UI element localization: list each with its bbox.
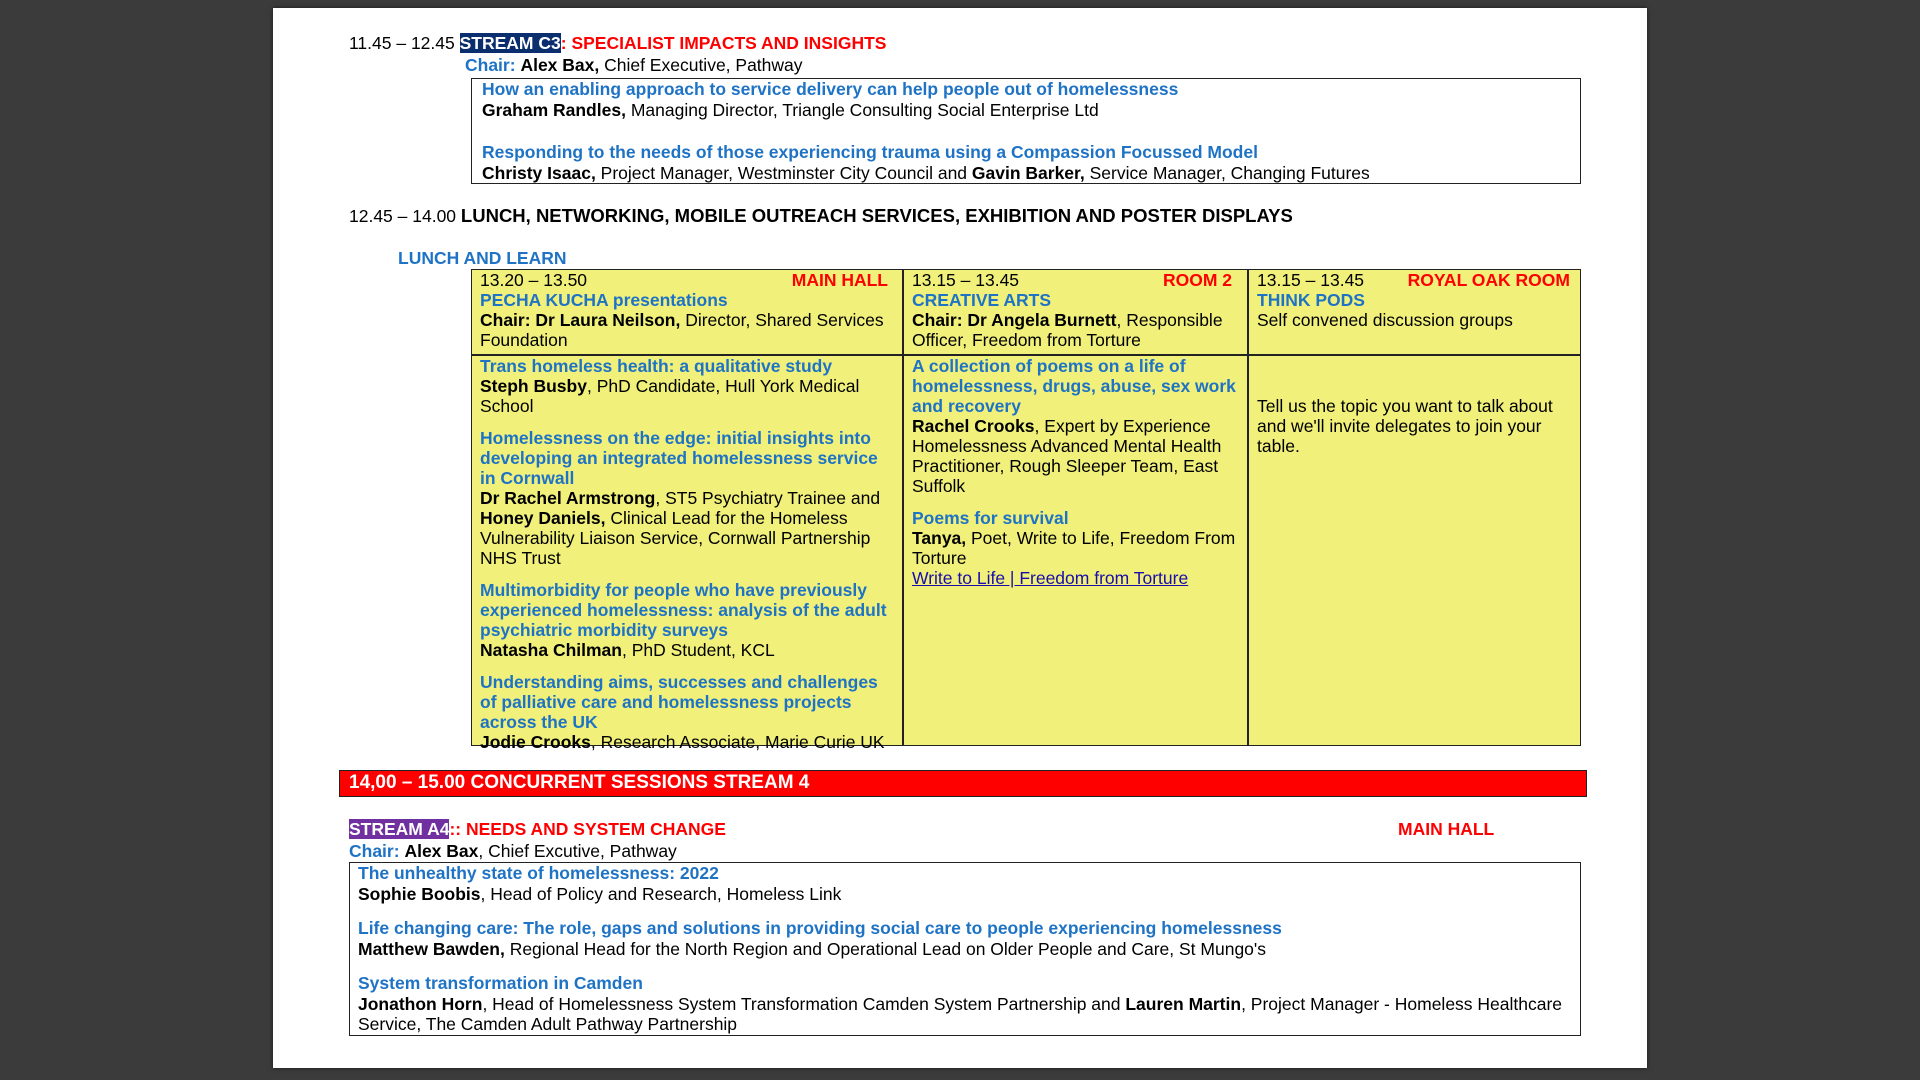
item-title: homelessness, drugs, abuse, sex work	[912, 376, 1236, 396]
body-text: Tell us the topic you want to talk about	[1257, 396, 1553, 416]
item-title: Understanding aims, successes and challenges	[480, 672, 878, 692]
talk-speaker-2: Gavin Barker,	[971, 163, 1085, 183]
talk-title: The unhealthy state of homelessness: 2022	[358, 863, 719, 883]
lunch-heading	[349, 206, 1293, 226]
chair-label: Chair:	[465, 55, 516, 75]
item-role: Poet, Write to Life, Freedom From	[966, 528, 1236, 548]
talk-role: Managing Director, Triangle Consulting Social Enterprise Ltd	[625, 100, 1099, 120]
talk-title: How an enabling approach to service delivery can help people out of homelessness	[482, 79, 1179, 99]
talk-speaker-2: Lauren Martin	[1125, 994, 1242, 1014]
stream-c3-tag: STREAM C3	[459, 33, 561, 53]
talk-role: Project Manager, Westminster City Council and	[595, 163, 972, 183]
talk-speaker-line	[358, 939, 1266, 959]
stream-a4-title: :: NEEDS AND SYSTEM CHANGE	[449, 819, 726, 839]
write-to-life-link[interactable]: Write to Life | Freedom from Torture	[912, 568, 1189, 588]
item-speaker: Natasha Chilman	[480, 640, 622, 660]
session-room: MAIN HALL	[791, 270, 888, 290]
chair-label: Chair:	[349, 841, 400, 861]
stream-c3-time: 11.45 – 12.45	[349, 33, 455, 53]
item-role-cont: Torture	[912, 548, 967, 568]
stream-c3-heading	[349, 33, 886, 53]
item-title: of palliative care and homelessness projects	[480, 692, 852, 712]
column-divider	[902, 270, 904, 745]
chair-name: Chair: Dr Angela Burnett	[912, 310, 1117, 330]
session-name: THINK PODS	[1257, 290, 1365, 310]
col-room2-header	[912, 270, 1242, 350]
talk-speaker: Graham Randles,	[482, 100, 626, 120]
chair-role-cont: Foundation	[480, 330, 568, 350]
item-title: across the UK	[480, 712, 598, 732]
chair-role: , Responsible	[1116, 310, 1223, 330]
chair-name: Chair: Dr Laura Neilson,	[480, 310, 681, 330]
item-title: Multimorbidity for people who have previously	[480, 580, 867, 600]
session-name: CREATIVE ARTS	[912, 290, 1052, 310]
talk-speaker-line	[482, 100, 1099, 120]
session-room: ROYAL OAK ROOM	[1407, 270, 1570, 290]
stream-a4-room: MAIN HALL	[1398, 819, 1495, 839]
item-role: , Research Associate, Marie Curie UK	[590, 732, 885, 752]
item-role-cont: NHS Trust	[480, 548, 561, 568]
item-role-cont: Homelessness Advanced Mental Health	[912, 436, 1222, 456]
talk-speaker: Jonathon Horn	[358, 994, 483, 1014]
stream4-banner: 14,00 – 15.00 CONCURRENT SESSIONS STREAM 4	[339, 770, 1587, 797]
talk-speaker-line	[482, 163, 1370, 183]
item-title: Homelessness on the edge: initial insights into	[480, 428, 871, 448]
body-text: and we'll invite delegates to join your	[1257, 416, 1542, 436]
lunch-sessions-table	[471, 269, 1581, 752]
col-royal-oak-body	[1257, 396, 1579, 456]
item-role: , Expert by Experience	[1034, 416, 1211, 436]
talk-title: System transformation in Camden	[358, 973, 643, 993]
session-desc: Self convened discussion groups	[1257, 310, 1513, 330]
talk-speaker: Sophie Boobis	[358, 884, 481, 904]
lunch-time: 12.45 – 14.00	[349, 206, 457, 226]
item-title: in Cornwall	[480, 468, 575, 488]
item-role-cont: Vulnerability Liaison Service, Cornwall Partnership	[480, 528, 871, 548]
item-role: , PhD Candidate, Hull York Medical	[586, 376, 860, 396]
item-speaker-2: Honey Daniels,	[480, 508, 606, 528]
body-text: table.	[1257, 436, 1300, 456]
lunch-and-learn-label: LUNCH AND LEARN	[398, 248, 567, 268]
item-role-cont: Practitioner, Rough Sleeper Team, East	[912, 456, 1219, 476]
talk-speaker: Matthew Bawden,	[358, 939, 505, 959]
chair-role-cont: Officer, Freedom from Torture	[912, 330, 1141, 350]
lunch-title: LUNCH, NETWORKING, MOBILE OUTREACH SERVICES, EXHIBITION AND POSTER DISPLAYS	[460, 205, 1293, 226]
item-speaker: Rachel Crooks	[912, 416, 1035, 436]
col-room2-body	[912, 356, 1244, 588]
item-title: and recovery	[912, 396, 1021, 416]
col-royal-oak-header	[1257, 270, 1579, 330]
item-speaker: Tanya,	[912, 528, 967, 548]
stream-a4-chair	[349, 841, 677, 861]
item-role-2: Clinical Lead for the Homeless	[605, 508, 848, 528]
talk-title: Responding to the needs of those experiencing trauma using a Compassion Focussed Model	[482, 142, 1258, 162]
item-role: , ST5 Psychiatry Trainee and	[655, 488, 881, 508]
session-time: 13.15 – 13.45	[1257, 270, 1365, 290]
item-title: experienced homelessness: analysis of the adult	[480, 600, 887, 620]
talk-title: Life changing care: The role, gaps and solutions in providing social care to people experiencing homelessness	[358, 918, 1282, 938]
item-speaker: Steph Busby	[480, 376, 587, 396]
col-main-hall-header	[480, 270, 898, 350]
talk-role-2: , Project Manager - Homeless Healthcare	[1241, 994, 1563, 1014]
item-title: Poems for survival	[912, 508, 1069, 528]
talk-role: , Head of Policy and Research, Homeless Link	[480, 884, 842, 904]
col-main-hall-body	[480, 356, 900, 752]
item-title: psychiatric morbidity surveys	[480, 620, 729, 640]
chair-role: , Chief Excutive, Pathway	[478, 841, 677, 861]
stream-a4-heading	[349, 819, 726, 839]
item-title: Trans homeless health: a qualitative study	[480, 356, 833, 376]
talk-speaker-line	[358, 994, 1562, 1014]
stream-c3-title: : SPECIALIST IMPACTS AND INSIGHTS	[560, 33, 887, 53]
item-role: , PhD Student, KCL	[621, 640, 775, 660]
item-speaker: Jodie Crooks	[480, 732, 591, 752]
session-time: 13.15 – 13.45	[912, 270, 1020, 290]
item-role-cont: Suffolk	[912, 476, 966, 496]
talk-speaker: Christy Isaac,	[482, 163, 596, 183]
talk-role-2: Service Manager, Changing Futures	[1084, 163, 1370, 183]
stream-a4-talks-box	[349, 862, 1581, 1036]
talk-role: Regional Head for the North Region and Operational Lead on Older People and Care, St Mungo's	[504, 939, 1267, 959]
column-divider	[1247, 270, 1249, 745]
talk-role: , Head of Homelessness System Transformation Camden System Partnership and	[482, 994, 1126, 1014]
chair-name: Alex Bax	[404, 841, 479, 861]
stream-c3-talks-box	[471, 78, 1581, 184]
session-room: ROOM 2	[1162, 270, 1232, 290]
item-title: A collection of poems on a life of	[912, 356, 1186, 376]
session-name: PECHA KUCHA presentations	[480, 290, 728, 310]
talk-speaker-line	[358, 884, 841, 904]
item-speaker: Dr Rachel Armstrong	[480, 488, 656, 508]
chair-role: Director, Shared Services	[680, 310, 884, 330]
item-role-cont: School	[480, 396, 534, 416]
session-time: 13.20 – 13.50	[480, 270, 588, 290]
talk-role-cont: Service, The Camden Adult Pathway Partnership	[358, 1014, 738, 1034]
item-title: developing an integrated homelessness service	[480, 448, 878, 468]
chair-name: Alex Bax,	[520, 55, 600, 75]
stream-c3-chair	[465, 55, 803, 75]
stream-a4-tag: STREAM A4	[349, 819, 450, 839]
chair-role: Chief Executive, Pathway	[599, 55, 803, 75]
